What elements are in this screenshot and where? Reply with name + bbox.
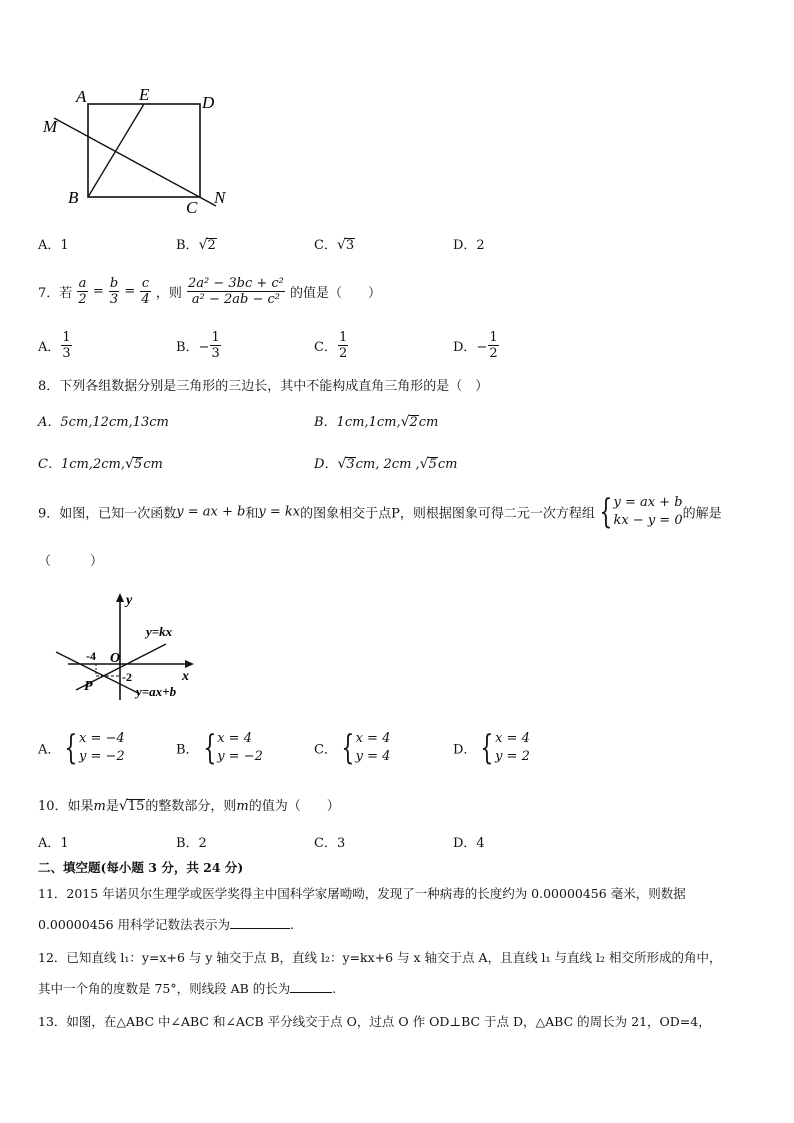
q9-option-c-label: C． [314, 742, 337, 758]
q7-frac3-num: c [141, 276, 150, 291]
sys-line1: x = −4 [79, 731, 125, 746]
q8-option-b[interactable] [314, 411, 438, 430]
q6-option-b-label: B． [176, 238, 199, 253]
q11-line1: 11．2015 年诺贝尔生理学或医学奖得主中国科学家屠呦呦，发现了一种病毒的长度约为 0.00000456 毫米，则数据 [38, 886, 686, 901]
y-axis-arrow [116, 593, 124, 602]
square-abcd [88, 104, 200, 197]
q6-option-a[interactable] [38, 234, 69, 253]
graph-x-label: x [182, 669, 189, 684]
q7-option-b[interactable] [176, 330, 222, 361]
q6-option-b-radicand: 2 [207, 238, 216, 253]
q8-option-b-radicand: 2 [409, 415, 418, 430]
graph-line1-label: y=kx [146, 624, 173, 639]
q8-option-d-post: cm [437, 457, 458, 472]
q11-line2-text: 0.00000456 用科学记数法表示为 [38, 917, 231, 932]
label-c: C [186, 198, 198, 214]
q10-m: m [93, 799, 106, 814]
q7-option-d-frac [488, 330, 498, 361]
q9-option-d[interactable] [453, 730, 530, 766]
label-a: A [76, 87, 87, 106]
q12-answer-blank[interactable] [290, 980, 332, 993]
q9-system-line1: y = ax + b [613, 495, 683, 510]
q9-option-d-label: D． [453, 742, 477, 758]
q10-option-d[interactable]: D．4 [453, 836, 485, 851]
q7-expression [187, 276, 285, 307]
brace-icon: { [341, 728, 355, 768]
q10-stem [38, 795, 340, 814]
q10-option-c[interactable]: C．3 [314, 836, 346, 851]
sys-line1: x = 4 [217, 731, 252, 746]
q8-option-d-radicand2: 5 [428, 457, 437, 472]
q7-frac1 [77, 276, 87, 307]
q12-line1: 12．已知直线 l₁：y=x+6 与 y 轴交于点 B，直线 l₂：y=kx+6 与 x 轴交于点 A，且直线 l₁ 与直线 l₂ 相交所形成的角中， [38, 950, 722, 965]
q9-option-a[interactable] [38, 730, 125, 766]
q12-line2 [38, 979, 336, 997]
q9-option-d-system [495, 730, 530, 766]
q7-option-c-frac [338, 330, 348, 361]
sys-line2: y = −2 [217, 749, 263, 764]
q7-option-d[interactable] [453, 330, 500, 361]
q8-option-d-radicand1: 3 [346, 457, 355, 472]
line-be [88, 104, 144, 197]
sqrt-sign: √ [198, 237, 208, 253]
q9-f2: y = kx [258, 504, 301, 520]
graph-y-label: y [126, 593, 133, 608]
graph-p-label: P [84, 679, 93, 694]
q9-graph [48, 586, 208, 706]
brace-icon: { [202, 728, 216, 768]
q7-frac2-den: 3 [109, 292, 119, 307]
q8-option-b-post: cm [418, 415, 439, 430]
brace-icon: { [64, 728, 78, 768]
q9-system [613, 494, 682, 530]
q6-option-a-text: A．1 [38, 238, 69, 253]
label-e: E [139, 85, 150, 104]
q8-option-c-radicand: 5 [133, 457, 143, 472]
q8-option-d-pre: D． [314, 457, 338, 472]
q9-option-b-label: B． [176, 742, 199, 758]
label-d: D [202, 93, 215, 112]
q7-option-c-label: C． [314, 340, 337, 355]
q7-prefix: 7．若 [38, 286, 73, 301]
q9-option-c-system [356, 730, 391, 766]
frac-num: 1 [489, 330, 498, 345]
q8-option-b-pre: B．1cm,1cm, [314, 415, 401, 430]
q7-expr-den: a² − 2ab − c² [191, 292, 280, 307]
q9-option-a-label: A． [38, 742, 61, 758]
q6-option-c[interactable] [314, 234, 355, 253]
square-figure [40, 84, 240, 214]
q7-frac1-den: 2 [78, 292, 87, 307]
q9-stem-c: 的解是 [682, 506, 722, 522]
sys-line1: x = 4 [355, 731, 391, 746]
q7-option-d-label: D．− [453, 340, 488, 355]
q9-option-b[interactable] [176, 730, 263, 766]
frac-den: 3 [62, 346, 71, 361]
graph-origin-label: O [110, 651, 121, 666]
q10-radicand: 15 [127, 799, 145, 814]
q8-option-c-post: cm [143, 457, 163, 472]
label-n: N [214, 188, 226, 207]
q6-option-d-text: D．2 [453, 238, 485, 253]
q9-option-a-system [79, 730, 125, 766]
q7-frac1-num: a [78, 276, 87, 291]
q11-end: . [290, 917, 295, 932]
q10-is: 是 [105, 799, 119, 814]
q7-suffix: 的值是（ ） [290, 286, 382, 301]
sqrt-sign: √ [419, 456, 429, 472]
sys-line2: y = −2 [79, 749, 125, 764]
sqrt-sign: √ [336, 237, 346, 253]
q7-option-b-frac [210, 330, 220, 361]
q8-option-d[interactable] [314, 453, 457, 472]
section-heading: 二、填空题(每小题 3 分，共 24 分) [38, 860, 244, 875]
q7-option-a[interactable] [38, 330, 73, 361]
q9-system-line2: kx − y = 0 [613, 513, 683, 528]
q7-option-c[interactable] [314, 330, 349, 361]
graph-line2-label: y=ax+b [136, 684, 177, 699]
graph-neg4-label: -4 [86, 649, 96, 663]
frac-den: 2 [338, 346, 348, 361]
q10-post: 的值为（ ） [248, 799, 340, 814]
frac-num: 1 [62, 330, 71, 345]
brace-icon: { [480, 728, 494, 768]
x-axis-arrow [185, 660, 194, 668]
q10-mid: 的整数部分，则 [145, 799, 237, 814]
q12-end: . [332, 981, 337, 996]
q10-pre: 10．如果 [38, 799, 94, 814]
q9-stem-a: 9．如图，已知一次函数 [38, 506, 177, 522]
q9-answer-paren: （ ） [38, 554, 104, 569]
q7-option-b-label: B．− [176, 340, 210, 355]
sys-line1: x = 4 [495, 731, 530, 746]
q7-frac2-num: b [109, 276, 119, 291]
q13-line1: 13．如图，在△ABC 中∠ABC 和∠ACB 平分线交于点 O，过点 O 作 OD⊥BC 于点 D，△ABC 的周长为 21，OD=4， [38, 1014, 711, 1029]
q11-answer-blank[interactable] [230, 916, 290, 929]
q8-stem: 8．下列各组数据分别是三角形的三边长，其中不能构成直角三角形的是（ ） [38, 379, 489, 394]
q7-eq1: = [92, 284, 104, 299]
label-b: B [68, 188, 79, 207]
q9-option-c[interactable] [314, 730, 390, 766]
q7-option-a-label: A． [38, 340, 61, 355]
q7-frac3 [140, 276, 150, 307]
q8-option-c-pre: C．1cm,2cm, [38, 457, 125, 472]
q8-option-c[interactable] [38, 453, 163, 472]
q7-frac2 [109, 276, 119, 307]
q10-m2: m [236, 799, 249, 814]
sqrt-sign: √ [124, 456, 134, 472]
sys-line2: y = 2 [495, 749, 530, 764]
q7-option-a-frac [61, 330, 71, 361]
frac-den: 3 [211, 346, 220, 361]
q8-option-a[interactable]: A．5cm,12cm,13cm [38, 415, 169, 430]
frac-num: 1 [211, 330, 220, 345]
q7-then: ，则 [155, 286, 182, 301]
q7-stem [38, 276, 381, 307]
q6-option-d[interactable] [453, 234, 485, 253]
sqrt-sign: √ [400, 414, 410, 430]
q11-line2 [38, 915, 294, 933]
q9-f1: y = ax + b [176, 504, 246, 520]
brace-icon: { [599, 492, 613, 532]
sqrt-sign: √ [337, 456, 347, 472]
q6-option-c-label: C． [314, 238, 337, 253]
q9-stem-b: 的图象相交于点P，则根据图象可得二元一次方程组 [300, 506, 595, 522]
q10-option-a[interactable]: A．1 [38, 836, 69, 851]
q9-option-b-system [217, 730, 263, 766]
q12-line2-text: 其中一个角的度数是 75°，则线段 AB 的长为 [38, 981, 291, 996]
q9-stem [38, 494, 722, 530]
frac-den: 2 [489, 346, 498, 361]
graph-neg2-label: -2 [122, 670, 132, 684]
sqrt-sign: √ [118, 798, 128, 814]
frac-num: 1 [338, 330, 348, 345]
q8-option-d-mid: cm, 2cm , [355, 457, 420, 472]
q6-option-c-radicand: 3 [345, 238, 355, 253]
q10-option-b[interactable]: B．2 [176, 836, 207, 851]
q7-expr-num: 2a² − 3bc + c² [187, 276, 284, 291]
q7-eq2: = [124, 284, 136, 299]
label-m: M [43, 117, 58, 136]
q9-and: 和 [245, 506, 259, 522]
q6-option-b[interactable] [176, 234, 217, 253]
sys-line2: y = 4 [355, 749, 391, 764]
q7-frac3-den: 4 [141, 292, 150, 307]
